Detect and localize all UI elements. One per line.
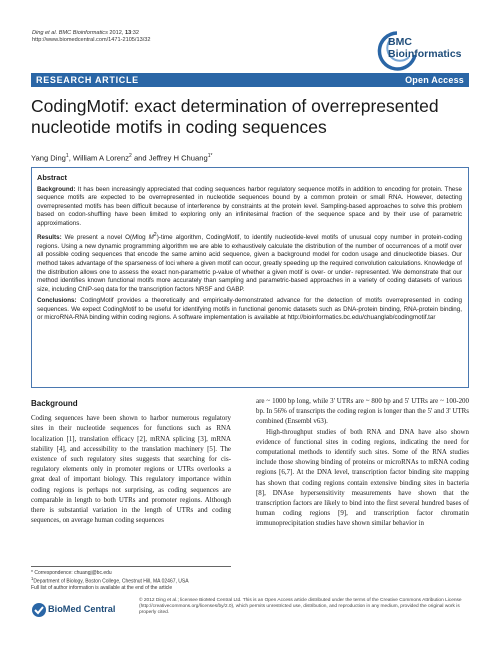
- abstract-heading: Abstract: [37, 173, 67, 182]
- article-type-banner: [31, 73, 469, 87]
- footnote: [31, 566, 231, 592]
- body-paragraph: are ~ 1000 bp long, while 3' UTRs are ~ 800 bp and 5' UTRs are ~ 100-200 bp. In 56% of transcripts the coding region is longer than the 5' and 3' UTRs combined (Ensembl v63).: [256, 397, 469, 426]
- affiliation-sup: 1: [31, 576, 34, 582]
- citation-year: 2012,: [107, 30, 125, 36]
- publisher-logo[interactable]: [31, 602, 116, 618]
- citation-line1: [32, 30, 150, 37]
- citation-issue: :32: [131, 30, 139, 36]
- citation-authors: Ding et al.: [32, 30, 58, 36]
- author-list: [31, 151, 471, 164]
- abstract-results: [37, 231, 462, 294]
- citation-journal: BMC Bioinformatics: [58, 30, 108, 36]
- author-2-affil: 2: [129, 153, 132, 159]
- logo-line2: Bioinformatics: [388, 47, 462, 60]
- abstract-results-sup: 2: [153, 232, 157, 239]
- open-access-label: Open Access: [405, 75, 464, 85]
- body-paragraph: High-throughput studies of both RNA and DNA have also shown evidence of functional sites in coding regions, indicating the need for computational methods to identify such sites. Some of the RNA studies include those showing binding of proteins or microRNAs to mRNA coding regions [6,7]. At the DNA level, transcription factor binding site mapping has shown that coding regions contain extensive binding sites in bacteria [8], DNAse hypersensitivity measurements have shown that the transcription factors are likely to bind into the first several hundred bases of human coding regions [9], and transcription factor chromatin immunoprecipitation studies have shown similar behavior in: [256, 427, 469, 528]
- correspondence[interactable]: * Correspondence: chuangj@bc.edu: [31, 570, 112, 576]
- publisher-logo-text: BioMed Central: [48, 604, 116, 614]
- abstract-background: [37, 186, 462, 229]
- affiliation-text: Department of Biology, Boston College, Chestnut Hill, MA 02467, USA: [33, 579, 189, 586]
- abstract-conclusions-text: CodingMotif provides a theoretically and empirically-demonstrated advance for the detection of motifs overrepresented in coding sequences. We expect CodingMotif to be useful for identifying motifs in functional genomic datasets such as DNA-protein binding, RNA-protein binding, or microRNA-RNA binding within coding regions. A software implementation is available at http://bioinformatics.bc.edu/chuanglab/codingmotif.tar: [37, 297, 462, 322]
- license-text: © 2012 Ding et al.; licensee BioMed Central Ltd. This is an Open Access article distributed under the terms of the Creative Commons Attribution License (http://creativecommons.org/licenses/by/2.0), which permits unrestricted use, distribution, and reproduction in any medium, provided the original work is properly cited.: [139, 598, 462, 616]
- abstract-results-label: Results:: [37, 234, 62, 242]
- author-1-affil: 1: [65, 153, 69, 159]
- author-info-note: Full list of author information is available at the end of the article: [31, 585, 173, 592]
- body-column-left: [31, 396, 231, 525]
- author-2[interactable]: , William A Lorenz: [68, 153, 130, 163]
- author-3-affil: 1*: [207, 153, 213, 159]
- page-footer: [31, 596, 469, 628]
- abstract-conclusions-label: Conclusions:: [37, 297, 77, 305]
- abstract-results-m: M: [132, 234, 138, 242]
- abstract-results-m2: M: [148, 234, 154, 242]
- abstract-background-label: Background:: [37, 185, 76, 193]
- abstract-results-pre: We present a novel O(: [61, 234, 133, 242]
- body-column-right: [256, 396, 469, 529]
- abstract-conclusions: [37, 297, 462, 323]
- citation: [32, 30, 150, 45]
- article-type: RESEARCH ARTICLE: [36, 75, 139, 85]
- logo-line1: BMC: [388, 36, 412, 48]
- journal-logo[interactable]: [369, 27, 469, 73]
- abstract-results-text: )-time algorithm, CodingMotif, to identify nucleotide-level motifs of unusual copy number in protein-coding regions. Using a new dynamic programming algorithm we are able to exhaustively calculate the distribution of the number of occurrences of a motif over all possible coding sequences that encode the same amino acid sequence, given a background model for codon usage and dinucleotide biases. Our method takes advantage of the sparseness of loci where a given motif can occur, greatly speeding up the required convolution calculations. Knowledge of the distribution allows one to assess the exact non-parametric p-value of whether a given motif is over- or under- represented. We demonstrate that our method identifies known functional motifs more accurately than sampling and parametric-based approaches in a variety of coding datasets of various size, including ChIP-seq data for the transcription factors NRSF and GABP.: [37, 234, 463, 293]
- abstract-box: [31, 167, 469, 388]
- author-1[interactable]: Yang Ding: [31, 153, 66, 163]
- section-heading-background: Background: [31, 399, 78, 408]
- journal-logo-text: [388, 37, 462, 60]
- author-3[interactable]: and Jeffrey H Chuang: [131, 153, 208, 163]
- abstract-background-text: It has been increasingly appreciated that coding sequences harbor regulatory sequence motifs in addition to encoding for protein. These sequence motifs are expected to be overrepresented in nucleotide sequences bound by a common protein or small RNA. However, detecting overrepresented motifs has been difficult because of interference by constraints at the protein level. Sampling-based approaches to solve this problem based on codon-shuffling have been limited to exploring only an infinitesimal fraction of the sequence space and by their use of parametric approximations.: [37, 185, 462, 227]
- biomed-central-icon: [31, 602, 47, 618]
- article-title: CodingMotif: exact determination of overrepresented nucleotide motifs in coding sequences: [31, 96, 439, 137]
- citation-url[interactable]: http://www.biomedcentral.com/1471-2105/13/32: [32, 37, 151, 44]
- affiliation: [31, 576, 231, 585]
- citation-volume: 13: [124, 30, 132, 36]
- abstract-results-log: log: [137, 234, 149, 242]
- body-paragraph: Coding sequences have been shown to harbor numerous regulatory sites in their nucleotide sequences for functions such as RNA localization [1], translation efficacy [2], mRNA splicing [3], mRNA stability [4], and accessibility to the translation machinery [5]. The existence of such regulatory sites suggests that searching for cis-regulatory elements only in promoter regions or UTRs overlooks a great deal of important biology. This regulatory importance within coding regions is perhaps not surprising, as coding sequences are comparable in length to both UTRs and promoter regions. Although there is substantial variation in the length of UTRs and coding sequences, on average human coding sequences: [31, 414, 231, 525]
